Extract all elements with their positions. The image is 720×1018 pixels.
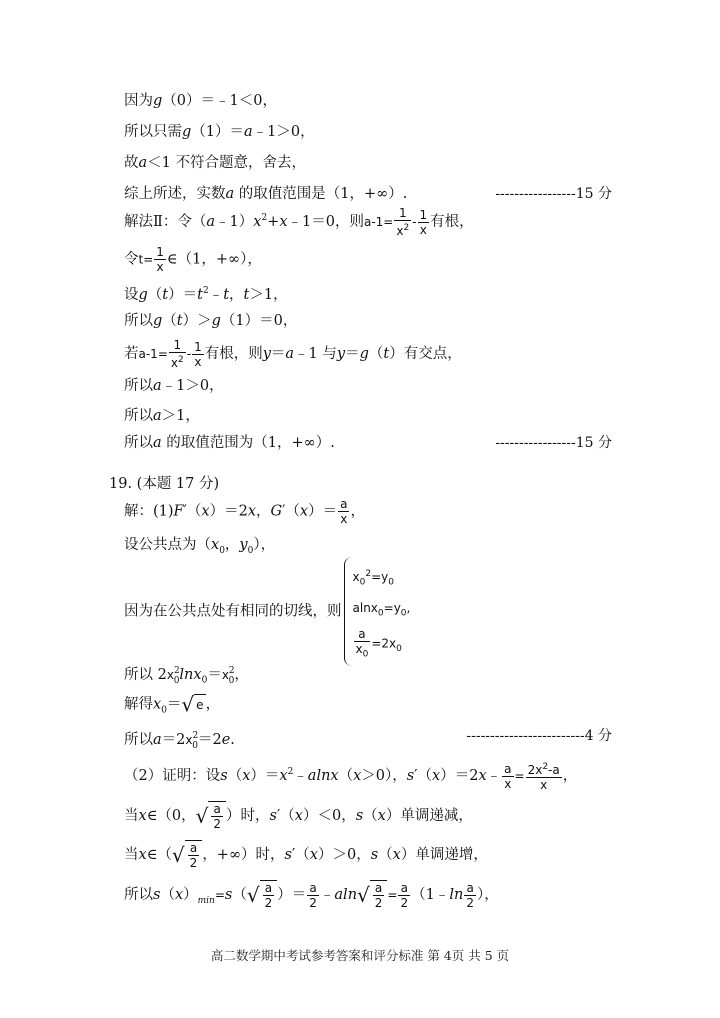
subscript: 0 <box>388 577 394 588</box>
fraction <box>211 802 223 831</box>
line-proof-setup <box>124 760 577 792</box>
text: （1）＝ <box>191 124 245 140</box>
subscript: 0 <box>201 675 208 686</box>
sqrt-icon <box>172 840 202 870</box>
sqrt-icon <box>357 880 387 910</box>
fraction <box>394 206 411 238</box>
text: 所以 <box>124 408 153 424</box>
radicand <box>370 880 388 910</box>
line-method2 <box>124 206 474 238</box>
text: ，+∞）时， <box>202 847 285 863</box>
text: 故 <box>124 155 139 171</box>
fraction <box>354 627 371 661</box>
text: ′（ <box>292 847 310 863</box>
text: 设 <box>124 286 139 303</box>
text: 的取值范围是（1，+∞）. <box>234 186 408 202</box>
expr: t= <box>138 252 154 267</box>
text: （ <box>232 887 247 903</box>
text: 设公共点为（ <box>124 537 211 553</box>
den: 2 <box>264 896 273 910</box>
text: ， <box>234 666 249 683</box>
var: t <box>176 313 183 329</box>
line-g0 <box>124 91 277 111</box>
line-gt-gt <box>124 311 297 331</box>
var: a <box>153 378 162 394</box>
var: alnx <box>307 768 339 784</box>
text: ＞1， <box>161 408 200 424</box>
text: ＝ <box>207 666 222 683</box>
var: x <box>166 667 174 682</box>
num: a <box>504 761 512 776</box>
exp: 2 <box>287 767 294 778</box>
radicand <box>208 801 226 831</box>
var: x <box>377 808 386 824</box>
var: aln <box>334 887 358 903</box>
var: x <box>432 768 441 784</box>
text: ）＝ <box>250 768 280 784</box>
var: x <box>279 214 288 230</box>
expr: a-1= <box>363 215 394 229</box>
text: 所以 <box>124 313 153 329</box>
text: ， <box>562 768 578 784</box>
fraction <box>502 762 513 791</box>
expr: =2x <box>371 636 397 651</box>
text: 当 <box>124 847 139 863</box>
text: ′（ <box>183 503 202 520</box>
line-if-root <box>124 338 462 370</box>
expr: , <box>406 601 411 616</box>
text: ﹣1＝0，则 <box>287 214 364 230</box>
num: a <box>354 627 371 642</box>
var: x <box>392 847 401 863</box>
var: lnx <box>179 666 202 683</box>
text: ′（ <box>277 808 295 824</box>
sqrt-icon <box>181 694 205 715</box>
text: （0）＝﹣1＜0， <box>162 93 277 109</box>
subscript: 0 <box>161 705 167 716</box>
text: 因为 <box>124 93 153 109</box>
var: g <box>138 286 148 303</box>
equation-system <box>344 557 415 666</box>
den: 2 <box>309 895 317 910</box>
var: t <box>162 286 169 303</box>
radicand <box>185 840 203 870</box>
fraction <box>192 340 204 369</box>
text: . <box>230 731 235 748</box>
text: 所以 <box>124 731 153 748</box>
line-g1 <box>124 122 315 142</box>
text: （1）＝0， <box>220 313 298 329</box>
expr: =y <box>371 570 389 584</box>
radicand: e <box>194 694 205 715</box>
text: ） <box>183 887 198 903</box>
text: ）＝2 <box>440 768 479 784</box>
den <box>354 642 371 661</box>
op: - <box>186 347 192 361</box>
text: （ <box>368 346 384 362</box>
text: ）， <box>476 887 499 903</box>
text: 的取值范围为（1，+∞）. <box>161 435 335 451</box>
var: x <box>242 768 251 784</box>
text: ， <box>256 503 271 520</box>
var: x <box>353 768 362 784</box>
expr: x <box>352 570 360 584</box>
den: 2 <box>374 896 383 910</box>
num: 1 <box>194 339 202 354</box>
text: ）＝ <box>277 887 307 903</box>
var: a <box>153 731 162 748</box>
text: ﹣ <box>208 286 224 303</box>
fraction <box>154 245 166 274</box>
system-row-2 <box>353 595 411 626</box>
var: x <box>299 503 309 520</box>
exp: 2 <box>173 666 180 676</box>
text: ′（ <box>414 768 433 784</box>
num-part: 2x <box>527 763 543 777</box>
var: x <box>253 214 262 230</box>
num: a <box>211 802 223 817</box>
text: ）， <box>253 537 276 553</box>
text: ﹣1 与 <box>294 346 337 362</box>
text: 有根， <box>430 214 474 230</box>
den <box>169 353 186 370</box>
line-derivatives <box>124 497 365 526</box>
var: y <box>336 346 346 362</box>
text: （1﹣ <box>411 887 450 903</box>
radical-icon: √ <box>181 692 195 717</box>
op: - <box>412 215 417 229</box>
var: t <box>197 286 203 303</box>
fraction <box>373 881 385 910</box>
text: 若 <box>124 346 139 362</box>
var: s <box>224 887 233 903</box>
var: s <box>153 887 161 903</box>
radicand <box>260 880 278 910</box>
var: a <box>153 408 162 424</box>
var: G <box>270 503 283 520</box>
den: 2 <box>466 895 474 910</box>
var: g <box>211 313 221 329</box>
sqrt-icon <box>247 880 277 910</box>
text: 所以 <box>124 887 153 903</box>
text: ＝2 <box>197 731 222 748</box>
text: 所以 2 <box>124 666 167 683</box>
subscript: 0 <box>173 675 180 686</box>
subscript: 0 <box>247 545 254 556</box>
den <box>394 221 411 238</box>
num: a <box>373 881 385 896</box>
var: x <box>185 732 193 747</box>
var: a <box>285 346 295 362</box>
text: ）单调递增， <box>400 847 488 863</box>
var: a <box>153 435 162 451</box>
subscript: 0 <box>400 608 407 619</box>
text: ＞1， <box>249 286 288 303</box>
den: x <box>194 354 202 369</box>
fraction <box>464 881 476 910</box>
line-system <box>124 557 414 666</box>
text: ， <box>224 537 240 553</box>
fraction <box>418 208 430 237</box>
text: 所以只需 <box>124 124 182 140</box>
text: 有根，则 <box>204 346 263 362</box>
num-part: -a <box>548 763 560 777</box>
op: = <box>514 769 525 783</box>
page-footer: 高二数学期中考试参考答案和评分标准 第 4页 共 5 页 <box>210 948 510 963</box>
den: 2 <box>189 856 198 870</box>
subscript: 0 <box>219 545 225 556</box>
subscript: 0 <box>228 675 235 686</box>
text: ， <box>205 696 221 713</box>
line-let-t <box>124 245 262 274</box>
line-solve-x0 <box>124 694 220 720</box>
den: 2 <box>213 817 222 831</box>
var: g <box>153 313 163 329</box>
var: a <box>225 186 235 202</box>
text: ）有交点， <box>389 346 462 362</box>
op: = <box>214 888 225 902</box>
text: ）＞ <box>182 313 212 329</box>
num <box>526 760 562 778</box>
den: x <box>504 776 512 791</box>
text: 解法Ⅱ：令（ <box>124 214 207 230</box>
den-base: x <box>355 641 363 656</box>
den: 2 <box>400 895 409 910</box>
var: a <box>244 124 253 140</box>
var: a <box>138 155 148 171</box>
var: x <box>247 503 257 520</box>
text: 所以 <box>124 378 153 394</box>
var: s <box>220 768 228 784</box>
subscript: min <box>197 895 215 906</box>
fraction <box>338 497 349 526</box>
var: x <box>174 887 184 903</box>
text: （ <box>338 768 354 784</box>
fraction <box>307 881 319 910</box>
var: s <box>370 847 379 863</box>
text: 令 <box>124 251 139 268</box>
fraction <box>263 881 275 910</box>
line-a-minus-1 <box>124 376 224 396</box>
line-increasing <box>124 840 488 870</box>
subscript: 0 <box>359 577 366 588</box>
num: a <box>464 881 476 896</box>
var: x <box>138 847 147 863</box>
text: ﹣ <box>293 768 308 784</box>
den: x <box>156 260 164 274</box>
text: ＝ <box>166 696 182 713</box>
text: （ <box>147 286 163 303</box>
radical-icon: √ <box>195 804 209 828</box>
num: a <box>307 881 319 896</box>
var: a <box>206 214 216 230</box>
den: x <box>540 778 548 792</box>
text: ﹣1＞0， <box>252 124 315 140</box>
question-19-heading: 19. (本题 17 分) <box>109 476 220 492</box>
text: ∈（1，+∞）， <box>166 251 262 268</box>
den-base: x <box>396 224 404 238</box>
line-substitute <box>124 661 249 691</box>
fraction <box>169 338 186 370</box>
text: 综上所述，实数 <box>124 186 226 202</box>
text: ∈（0， <box>146 808 196 824</box>
text: （ <box>378 847 393 863</box>
expr: alnx <box>352 601 378 616</box>
line-summary <box>124 184 407 204</box>
var: g <box>153 93 163 109</box>
line-range <box>124 433 335 453</box>
text: ＞0）， <box>361 768 407 784</box>
subscript: 0 <box>396 643 402 654</box>
var: x <box>211 537 220 553</box>
subscript: 0 <box>377 608 384 619</box>
var: t <box>383 346 390 362</box>
text: ﹣1） <box>215 214 254 230</box>
fraction <box>526 760 562 792</box>
text: ）＝ <box>168 286 198 303</box>
den: x <box>419 222 427 237</box>
var: x <box>201 503 210 520</box>
text: ）＜0， <box>302 808 356 824</box>
var: F <box>173 503 184 520</box>
subscript: 0 <box>362 649 369 660</box>
fraction <box>188 841 200 870</box>
text: 因为在公共点处有相同的切线，则 <box>124 603 342 620</box>
num: a <box>188 841 200 856</box>
var: x <box>279 768 288 784</box>
text: ）＝2 <box>209 503 248 520</box>
num: a <box>340 497 348 511</box>
line-reject <box>124 153 306 173</box>
text: （ <box>363 808 378 824</box>
radical-icon: √ <box>246 883 260 907</box>
radical-icon: √ <box>357 883 370 907</box>
text: ）单调递减， <box>385 808 473 824</box>
expr: a-1= <box>138 347 168 361</box>
var: x <box>153 696 162 713</box>
num: 1 <box>156 245 164 259</box>
exp: 2 <box>365 569 372 579</box>
var: x <box>138 808 147 824</box>
text: 解：(1) <box>124 503 174 520</box>
exp: 2 <box>403 223 410 233</box>
fraction <box>398 881 410 910</box>
op: = <box>387 888 398 902</box>
text: ＝2 <box>161 731 186 748</box>
den-base: x <box>170 356 178 370</box>
subscript: 0 <box>192 740 198 751</box>
var: s <box>406 768 415 784</box>
text: 当 <box>124 808 139 824</box>
line-a-value <box>124 726 235 756</box>
text: ＜1 不符合题意，舍去， <box>147 155 306 171</box>
num: 1 <box>419 207 428 222</box>
den: x <box>340 512 348 526</box>
var: e <box>221 731 231 748</box>
var: x <box>221 667 229 682</box>
exp: 2 <box>177 355 184 365</box>
expr: =y <box>383 601 401 616</box>
line-gt <box>124 281 288 305</box>
text: ﹣ <box>319 887 335 903</box>
var: y <box>239 537 248 553</box>
var: s <box>269 808 277 824</box>
text: （ <box>160 887 175 903</box>
line-a-gt-1 <box>124 406 200 426</box>
var: x <box>294 808 303 824</box>
var: y <box>262 346 271 362</box>
radical-icon: √ <box>171 843 185 867</box>
text: ∈（ <box>146 847 172 863</box>
line-minimum <box>124 880 499 911</box>
text: （ <box>162 313 177 329</box>
text: 所以 <box>124 435 153 451</box>
text: ）＝ <box>308 503 338 520</box>
score-15-b: -----------------15 分 <box>495 435 612 451</box>
text: ， <box>350 503 365 520</box>
num: 1 <box>394 206 411 221</box>
text: ﹣ <box>486 768 502 784</box>
var: s <box>284 847 292 863</box>
text: ）时， <box>226 808 270 824</box>
var: t <box>243 286 250 303</box>
text: ， <box>229 286 244 303</box>
text: ﹣1＞0， <box>161 378 224 394</box>
var: t <box>223 286 230 303</box>
var: x <box>478 768 487 784</box>
exp: 2 <box>202 286 209 296</box>
text: （ <box>227 768 243 784</box>
var: s <box>355 808 364 824</box>
exp: 2 <box>261 213 268 224</box>
var: g <box>359 346 369 362</box>
exp: 2 <box>192 731 199 741</box>
text: + <box>267 214 280 230</box>
system-row-3 <box>353 627 411 662</box>
text: （2）证明：设 <box>124 768 221 784</box>
score-15-a: -----------------15 分 <box>495 186 612 202</box>
text: ′（ <box>282 503 300 520</box>
var: ln <box>449 887 464 903</box>
score-4: -------------------------4 分 <box>466 728 612 744</box>
sqrt-icon <box>196 801 226 831</box>
num: a <box>398 881 410 896</box>
line-decreasing <box>124 801 473 831</box>
text: ）＞0， <box>317 847 371 863</box>
text: ＝ <box>270 346 286 362</box>
system-row-1 <box>353 561 411 595</box>
exp: 2 <box>542 762 549 772</box>
exp: 2 <box>228 666 235 676</box>
text: ＝ <box>345 346 360 362</box>
num: 1 <box>169 338 186 353</box>
num: a <box>263 881 275 896</box>
var: g <box>182 124 192 140</box>
var: x <box>309 847 318 863</box>
text: 解得 <box>124 696 153 713</box>
